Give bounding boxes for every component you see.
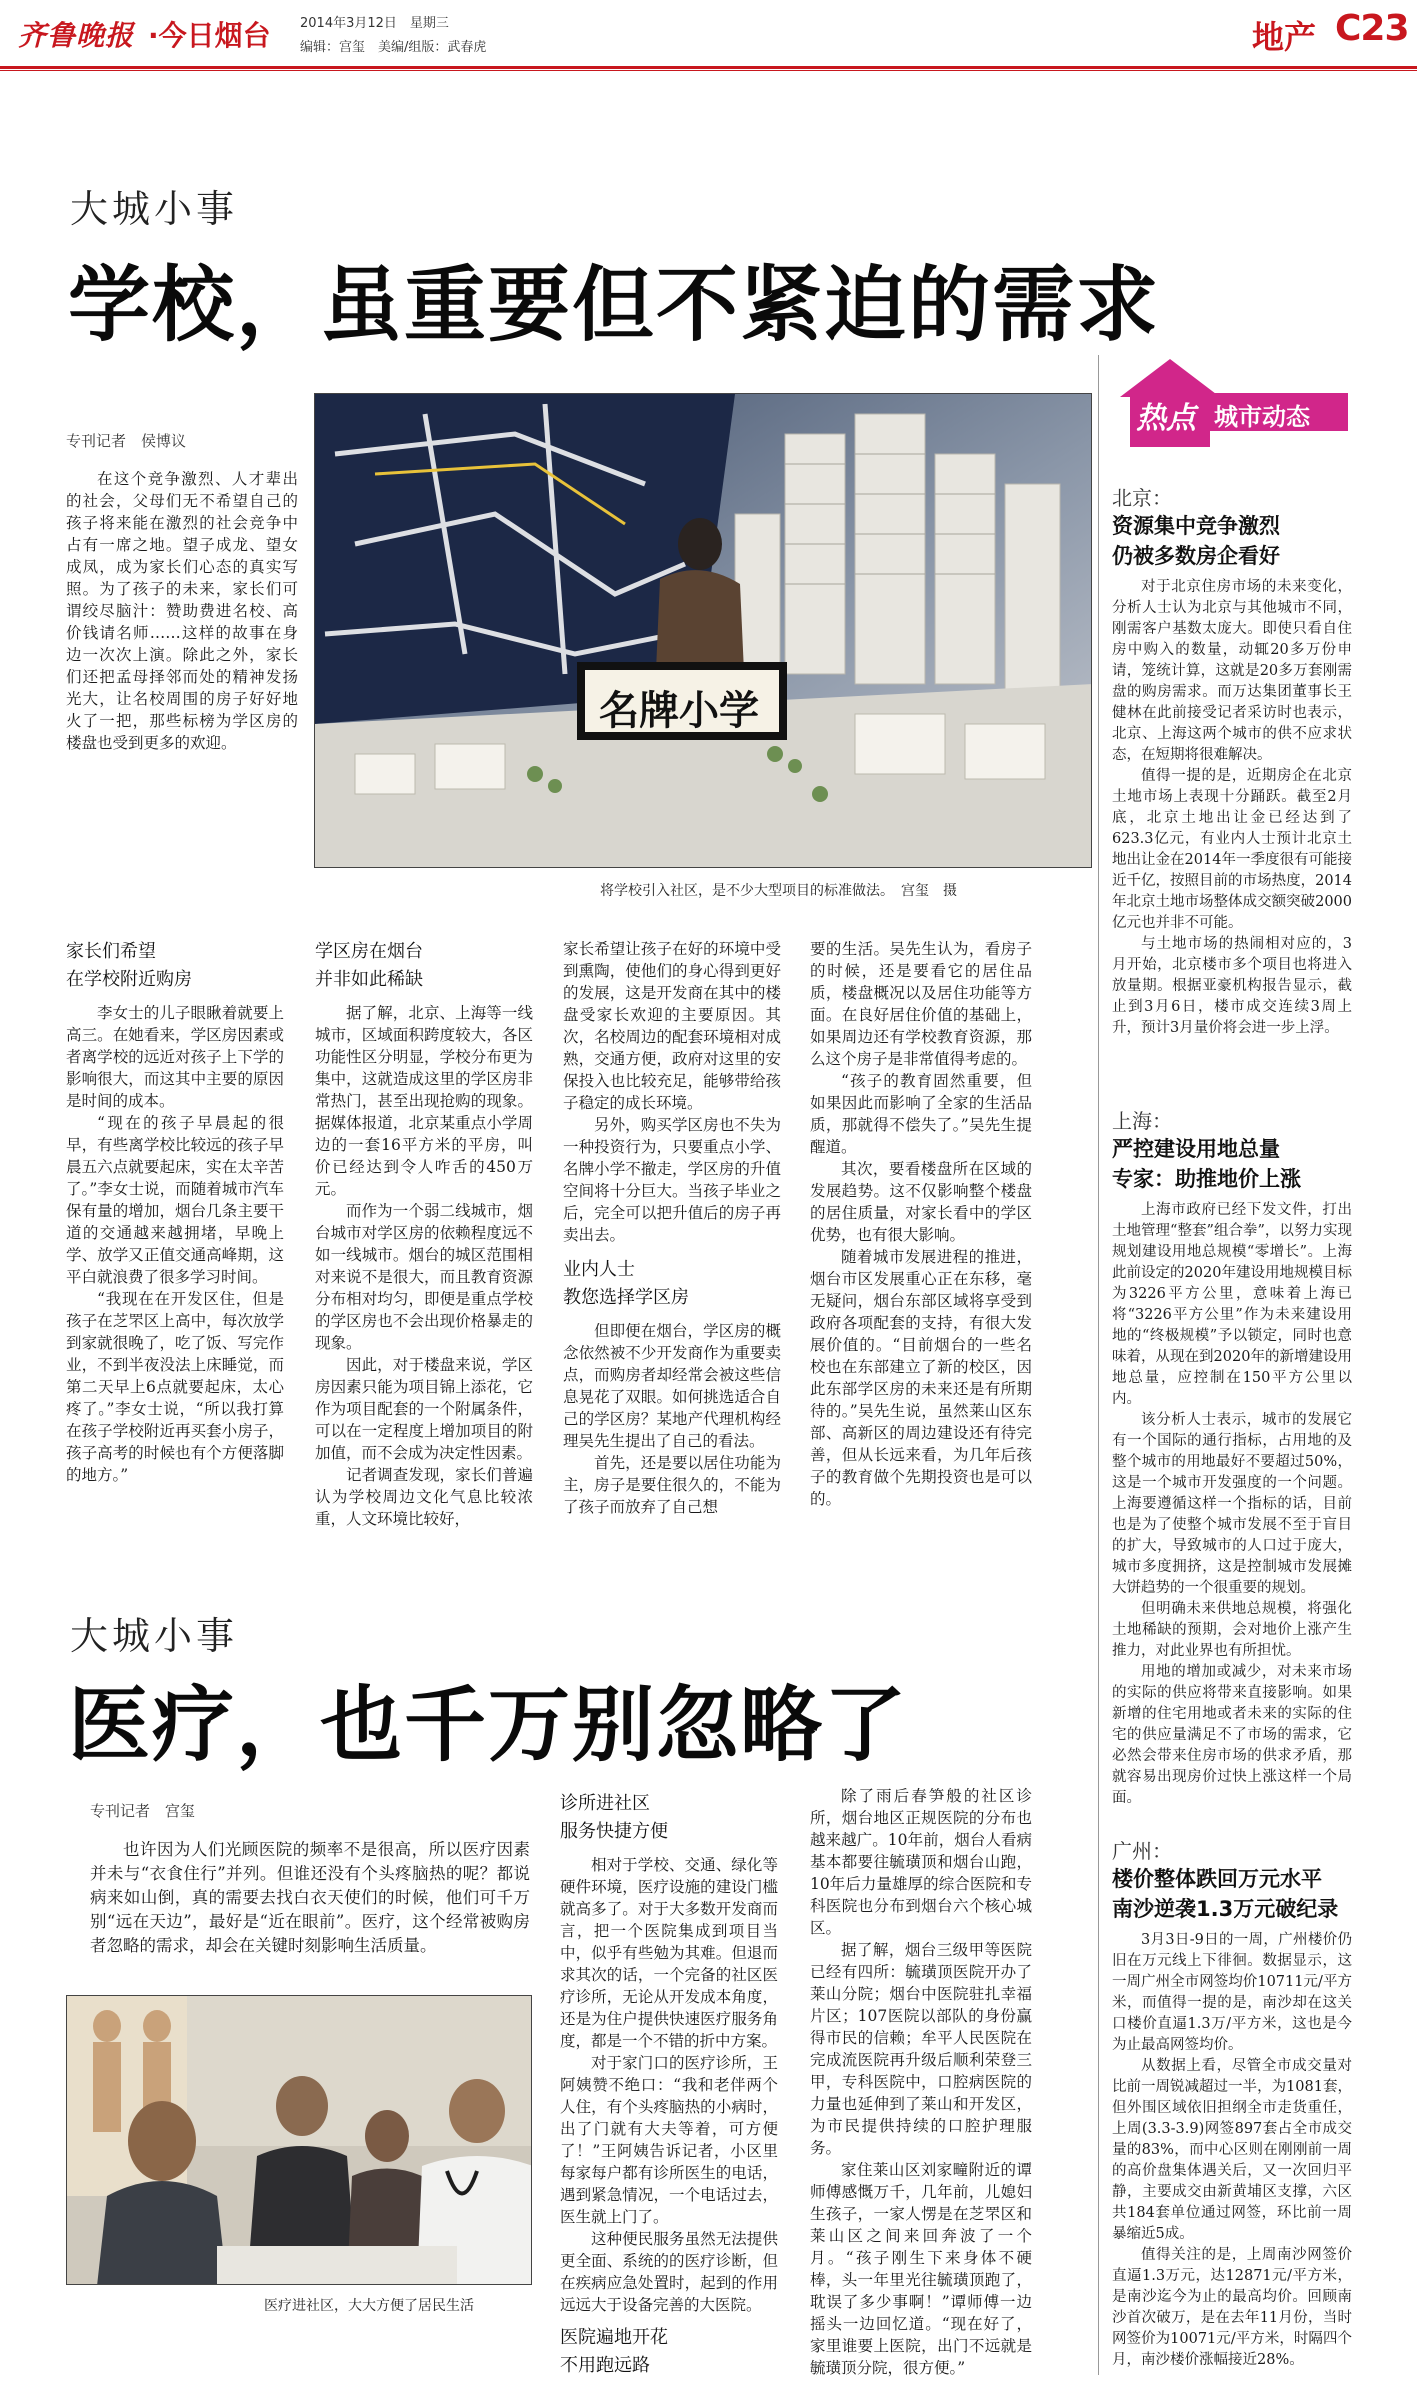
hot-label: 热点 bbox=[1136, 401, 1196, 436]
paragraph: 上海市政府已经下发文件，打出土地管理“整套”组合拳”，以努力实现规划建设用地总规模“零增长”。上海此前设定的2020年建设用地规模目标为3226平方公里，意味着上海已将“3226平方公里”作为未来建设用地的“终极规模”予以锁定，同时也意味着，从现在到2020年的新增建设用地总量，应控制在150平方公里以内。 bbox=[1112, 1202, 1352, 1407]
story2-photo bbox=[66, 1995, 532, 2285]
rail-item-shanghai bbox=[1112, 1105, 1352, 1809]
story2-col1-subhead-2: 服务快捷方便 bbox=[560, 1821, 668, 1842]
story2-byline: 专刊记者 宫玺 bbox=[90, 1802, 196, 1820]
page-topic: 地产 bbox=[1252, 18, 1317, 56]
paragraph: 这种便民服务虽然无法提供更全面、系统的的医疗诊断，但在疾病应急处置时，起到的作用远远大于设备完善的大医院。 bbox=[560, 2230, 778, 2314]
paragraph: 除了雨后春笋般的社区诊所，烟台地区正规医院的分布也越来越广。10年前，烟台人看病基本都要往毓璜顶和烟台山跑，10年后力量雄厚的综合医院和专科医院也分布到烟台六个核心城区。 bbox=[810, 1787, 1032, 1937]
story2-col1-subhead-4: 不用跑远路 bbox=[560, 2355, 650, 2376]
paragraph: 对于家门口的医疗诊所，王阿姨赞不绝口：“我和老伴两个人住，有个头疼脑热的小病时，出了门就有大夫等着，可方便了！”王阿姨告诉记者，小区里每家每户都有诊所医生的电话，遇到紧急情况，一个电话过去，医生就上门了。 bbox=[560, 2054, 778, 2226]
dateline: 2014年3月12日 星期三 bbox=[300, 16, 449, 31]
rail-item-beijing bbox=[1112, 482, 1352, 1039]
paragraph: 该分析人士表示，城市的发展它有一个国际的通行指标，占用地的及整个城市的用地最好不要超过50%，这是一个城市开发强度的一个问题。上海要遵循这样一个指标的话，目前也是为了使整个城市发展不至于盲目的扩大，导致城市的人口过于庞大，城市多度拥挤，这是控制城市发展摊大饼趋势的一个很重要的规划。 bbox=[1112, 1412, 1352, 1596]
story1-col2-subhead-1: 学区房在烟台 bbox=[315, 941, 423, 962]
rail-head-2: 仍被多数房企看好 bbox=[1112, 544, 1280, 568]
editors-line: 编辑：宫玺 美编/组版：武春虎 bbox=[300, 40, 487, 55]
story1-col3-subhead-1: 业内人士 bbox=[563, 1259, 635, 1280]
story2-kicker: 大城小事 bbox=[70, 1614, 239, 1658]
story1-col3-body-bottom bbox=[563, 1320, 781, 1518]
city-news-label: 城市动态 bbox=[1214, 403, 1310, 431]
story1-photo-caption: 将学校引入社区，是不少大型项目的标准做法。 宫玺 摄 bbox=[600, 883, 957, 899]
rail-head-2: 南沙逆袭1.3万元破纪录 bbox=[1112, 1897, 1339, 1921]
paragraph: 据了解，烟台三级甲等医院已经有四所：毓璜顶医院开办了莱山分院；烟台中医院驻扎幸福片区；107医院以部队的身份赢得市民的信赖；牟平人民医院在完成流医院再升级后顺利荣登三甲，专科医院中，口腔病医院的力量也延伸到了莱山和开发区，为市民提供持续的口腔护理服务。 bbox=[810, 1941, 1032, 2157]
story1-col2-body bbox=[315, 1002, 533, 1530]
rail-city: 北京： bbox=[1112, 486, 1172, 510]
story1-col3-subhead-2: 教您选择学区房 bbox=[563, 1287, 689, 1308]
rail-body bbox=[1112, 577, 1352, 1039]
clinic-photo bbox=[67, 1996, 532, 2285]
rail-city: 上海： bbox=[1112, 1109, 1172, 1133]
story1-col2-subhead-2: 并非如此稀缺 bbox=[315, 969, 423, 990]
paragraph: 但明确未来供地总规模，将强化土地稀缺的预期，会对地价上涨产生推力，对此业界也有所担忧。 bbox=[1112, 1601, 1352, 1659]
story2-lead bbox=[90, 1838, 530, 1958]
page-number: C23 bbox=[1335, 8, 1409, 49]
story1-col1-body bbox=[66, 1002, 284, 1486]
paragraph: 记者调查发现，家长们普遍认为学校周边文化气息比较浓重，人文环境比较好， bbox=[315, 1466, 533, 1528]
paragraph: 要的生活。吴先生认为，看房子的时候，还是要看它的居住品质，楼盘概况以及居住功能等方面。在良好居住价值的基础上，如果周边还有学校教育资源，那么这个房子是非常值得考虑的。 bbox=[810, 940, 1032, 1068]
rail-city: 广州： bbox=[1112, 1839, 1172, 1863]
hot-topics-banner bbox=[1110, 355, 1350, 455]
rail-body bbox=[1112, 1930, 1352, 2371]
story1-col4-body bbox=[810, 938, 1032, 1510]
story2-photo-caption: 医疗进社区，大大方便了居民生活 bbox=[264, 2298, 474, 2314]
story1-lead-paragraph: 在这个竞争激烈、人才辈出的社会，父母们无不希望自己的孩子将来能在激烈的社会竞争中占有一席之地。望子成龙、望女成凤，成为家长们心态的真实写照。为了孩子的未来，家长们可谓绞尽脑汁：赞助费进名校、高价钱请名师……这样的故事在身边一次次上演。除此之外，家长们还把孟母择邻而处的精神发扬光大，让名校周围的房子好好地火了一把，那些标榜为学区房的楼盘也受到更多的欢迎。 bbox=[66, 470, 298, 752]
paragraph: 随着城市发展进程的推进，烟台市区发展重心正在东移，毫无疑问，烟台东部区域将享受到政府各项配套的支持，有很大发展价值的。“目前烟台的一些名校也在东部建立了新的校区，因此东部学区房的未来还是有所期待的。”吴先生说，虽然莱山区东部、高新区的周边建设还有待完善，但从长远来看，为几年后孩子的教育做个先期投资也是可以的。 bbox=[810, 1248, 1032, 1508]
sand-table-photo bbox=[315, 394, 1092, 868]
masthead bbox=[0, 0, 1417, 68]
paragraph: 值得关注的是，上周南沙网签价直逼1.3万元，达12871元/平方米，是南沙迄今为止的最高均价。回顾南沙首次破万，是在去年11月份，当时网签价为10071元/平方米，时隔四个月，南沙楼价涨幅接近28%。 bbox=[1112, 2247, 1352, 2368]
paragraph: 另外，购买学区房也不失为一种投资行为，只要重点小学、名牌小学不撤走，学区房的升值空间将十分巨大。当孩子毕业之后，完全可以把升值后的房子再卖出去。 bbox=[563, 1116, 781, 1244]
paragraph: 用地的增加或减少，对未来市场的实际的供应将带来直接影响。如果新增的住宅用地或者未来的实际的住宅的供应量满足不了市场的需求，它必然会带来住房市场的供求矛盾，那就容易出现房价过快上涨这样一个局面。 bbox=[1112, 1664, 1352, 1806]
story2-headline: 医疗，也千万别忽略了 bbox=[68, 1678, 909, 1773]
masthead-rule-thin bbox=[0, 70, 1417, 71]
story2-col1-body bbox=[560, 1854, 778, 2316]
rail-body bbox=[1112, 1200, 1352, 1809]
paragraph: 值得一提的是，近期房企在北京土地市场上表现十分踊跃。截至2月底，北京土地出让金已经达到了623.3亿元，有业内人士预计北京土地出让金在2014年一季度很有可能接近千亿，按照目前的市场热度，2014年北京土地市场整体成交额突破2000亿元也并非不可能。 bbox=[1112, 768, 1352, 931]
masthead-rule bbox=[0, 66, 1417, 69]
paragraph: “孩子的教育固然重要，但如果因此而影响了全家的生活品质，那就得不偿失了。”吴先生提醒道。 bbox=[810, 1072, 1032, 1156]
paragraph: 家长希望让孩子在好的环境中受到熏陶，使他们的身心得到更好的发展，这是开发商在其中的楼盘受家长欢迎的主要原因。其次，名校周边的配套环境相对成熟，交通方便，政府对这里的安保投入也比较充足，能够带给孩子稳定的成长环境。 bbox=[563, 940, 781, 1112]
rail-item-guangzhou bbox=[1112, 1835, 1352, 2371]
rail-head-1: 严控建设用地总量 bbox=[1112, 1137, 1280, 1161]
story1-column-2 bbox=[315, 938, 533, 1530]
story1-column-1 bbox=[66, 938, 284, 1486]
rail-head-1: 资源集中竞争激烈 bbox=[1112, 514, 1280, 538]
story1-kicker: 大城小事 bbox=[70, 187, 239, 231]
paragraph: “我现在在开发区住，但是孩子在芝罘区上高中，每次放学到家就很晚了，吃了饭、写完作业，不到半夜没法上床睡觉，而第二天早上6点就要起床，太心疼了。”李女士说，“所以我打算在孩子学校附近再买套小房子，孩子高考的时候也有个方便落脚的地方。” bbox=[66, 1290, 284, 1484]
story2-col2-body bbox=[810, 1785, 1032, 2379]
paragraph: 与土地市场的热闹相对应的，3月开始，北京楼市多个项目也将进入放量期。根据亚豪机构报告显示，截止到3月6日，楼市成交连续3周上升，预计3月量价将会进一步上浮。 bbox=[1112, 936, 1352, 1036]
story2-col1-subhead-1: 诊所进社区 bbox=[560, 1793, 650, 1814]
story1-col1-subhead-1: 家长们希望 bbox=[66, 941, 156, 962]
rail-head-1: 楼价整体跌回万元水平 bbox=[1112, 1867, 1322, 1891]
story2-col1-subhead-3: 医院遍地开花 bbox=[560, 2327, 668, 2348]
paragraph: 首先，还是要以居住功能为主，房子是要住很久的，不能为了孩子而放弃了自己想 bbox=[563, 1454, 781, 1516]
paragraph: 从数据上看，尽管全市成交量对比前一周锐减超过一半，为1081套，但外围区域依旧担纲全市走货重任，上周(3.3-3.9)网签897套占全市成交量的83%，而中心区则在刚刚前一周的高价盘集体遇关后，又一次回归平静，主要成交由新黄埔区支撑，六区共184套单位通过网签，环比前一周暴缩近5成。 bbox=[1112, 2058, 1352, 2242]
paragraph: 家住莱山区刘家疃附近的谭师傅感慨万千，几年前，儿媳妇生孩子，一家人愣是在芝罘区和莱山区之间来回奔波了一个月。“孩子刚生下来身体不硬棒，头一年里光往毓璜顶跑了，耽误了多少事啊！”谭师傅一边摇头一边回忆道。“现在好了，家里谁要上医院，出门不远就是毓璜顶分院，很方便。” bbox=[810, 2161, 1032, 2377]
section-name: ·今日烟台 bbox=[148, 19, 271, 52]
paragraph: 李女士的儿子眼瞅着就要上高三。在她看来，学区房因素或者离学校的远近对孩子上下学的影响很大，而这其中主要的原因是时间的成本。 bbox=[66, 1004, 284, 1110]
rail-separator bbox=[1098, 355, 1099, 2375]
story1-lead bbox=[66, 468, 298, 754]
story1-column-3 bbox=[563, 938, 781, 1518]
paragraph: 据了解，北京、上海等一线城市，区域面积跨度较大，各区功能性区分明显，学校分布更为集中，这就造成这里的学区房非常热门，甚至出现抢购的现象。据媒体报道，北京某重点小学周边的一套16平方米的平房，叫价已经达到令人咋舌的450万元。 bbox=[315, 1004, 533, 1198]
paragraph: 对于北京住房市场的未来变化，分析人士认为北京与其他城市不同，刚需客户基数太庞大。即使只看自住房中购入的数量，动辄20多万份申请，笼统计算，这就是20多万套刚需盘的购房需求。而万达集团董事长王健林在此前接受记者采访时也表示，北京、上海这两个城市的供不应求状态，在短期将很难解决。 bbox=[1112, 579, 1352, 763]
paragraph: 其次，要看楼盘所在区域的发展趋势。这不仅影响整个楼盘的居住质量，对家长看中的学区优势，也有很大影响。 bbox=[810, 1160, 1032, 1244]
story1-byline: 专刊记者 侯博议 bbox=[66, 432, 187, 450]
story2-column-2 bbox=[810, 1785, 1032, 2379]
story1-col3-body-top bbox=[563, 938, 781, 1246]
school-sign-text: 名牌小学 bbox=[599, 688, 759, 734]
story1-headline: 学校，虽重要但不紧迫的需求 bbox=[68, 258, 1161, 353]
story2-column-1 bbox=[560, 1790, 778, 2380]
story1-col1-subhead-2: 在学校附近购房 bbox=[66, 969, 192, 990]
story1-column-4 bbox=[810, 938, 1032, 1510]
rail-head-2: 专家：助推地价上涨 bbox=[1112, 1167, 1301, 1191]
paragraph: 3月3日-9日的一周，广州楼价仍旧在万元线上下徘徊。数据显示，这一周广州全市网签均价10711元/平方米，而值得一提的是，南沙却在这关口楼价直逼1.3万/平方米，这也是今为止最高网签均价。 bbox=[1112, 1932, 1352, 2053]
story2-lead-paragraph: 也许因为人们光顾医院的频率不是很高，所以医疗因素并未与“衣食住行”并列。但谁还没有个头疼脑热的呢？都说病来如山倒，真的需要去找白衣天使们的时候，他们可千万别“远在天边”，最好是“近在眼前”。医疗，这个经常被购房者忽略的需求，却会在关键时刻影响生活质量。 bbox=[90, 1840, 530, 1955]
paragraph: “现在的孩子早晨起的很早，有些离学校比较远的孩子早晨五六点就要起床，实在太辛苦了。”李女士说，而随着城市汽车保有量的增加，烟台几条主要干道的交通越来越拥堵，早晚上学、放学又正值交通高峰期，这平白就浪费了很多学习时间。 bbox=[66, 1114, 284, 1286]
paragraph: 但即便在烟台，学区房的概念依然被不少开发商作为重要卖点，而购房者却经常会被这些信息晃花了双眼。如何挑选适合自己的学区房？某地产代理机构经理吴先生提出了自己的看法。 bbox=[563, 1322, 781, 1450]
paragraph: 而作为一个弱二线城市，烟台城市对学区房的依赖程度远不如一线城市。烟台的城区范围相对来说不是很大，而且教育资源分布相对均匀，即便是重点学校的学区房也不会出现价格暴走的现象。 bbox=[315, 1202, 533, 1352]
paragraph: 因此，对于楼盘来说，学区房因素只能为项目锦上添花，它作为项目配套的一个附属条件，可以在一定程度上增加项目的附加值，而不会成为决定性因素。 bbox=[315, 1356, 533, 1462]
story1-photo bbox=[314, 393, 1092, 868]
paragraph: 相对于学校、交通、绿化等硬件环境，医疗设施的建设门槛就高多了。对于大多数开发商而言，把一个医院集成到项目当中，似乎有些勉为其难。但退而求其次的话，一个完备的社区医疗诊所，无论从开发成本角度，还是为住户提供快速医疗服务角度，都是一个不错的折中方案。 bbox=[560, 1856, 778, 2050]
newspaper-brand: 齐鲁晚报 bbox=[18, 19, 135, 52]
